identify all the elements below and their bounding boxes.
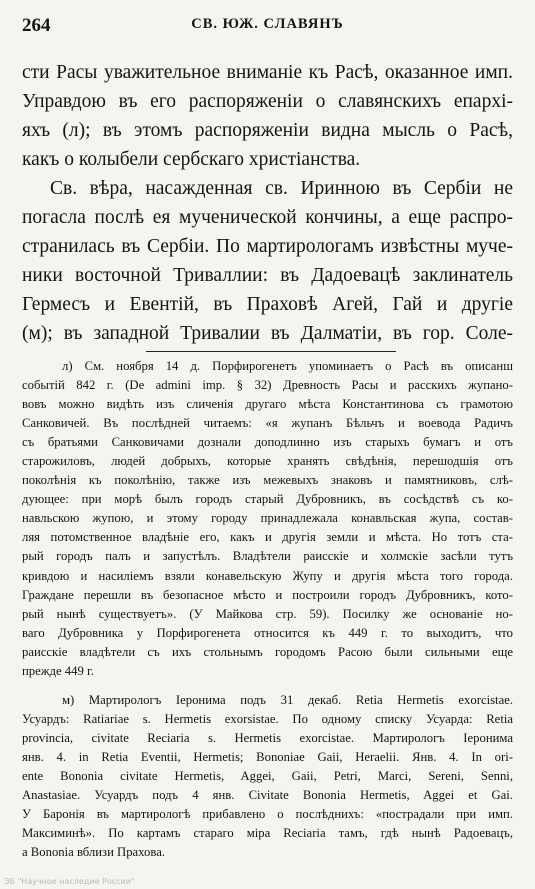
footnote-line: дующее: при морѣ былъ городъ старый Дубровникъ, въ сосѣдствѣ съ ко- <box>22 492 513 507</box>
body-line: яхъ (л); въ этомъ распоряженіи видна мысль о Расѣ, <box>22 120 513 141</box>
footnote-line: событій 842 г. (De admini imp. § 32) Древность Расы и расскихъ жупано- <box>22 378 513 393</box>
footnote-line: Максиминѣ». По картамъ стараго міра Reciaria тамъ, гдѣ нынѣ Радоевацъ, <box>22 826 513 841</box>
footnote-line: Граждане перешли въ безопасное мѣсто и построили городъ Дубровникъ, кото- <box>22 587 513 602</box>
footnote-gap <box>22 681 513 691</box>
watermark: ЭБ "Научное наследие России" <box>4 877 135 886</box>
footnote-line: рый нынѣ существуетъ». (У Майкова стр. 59). Посилку же основаніе но- <box>22 606 513 621</box>
footnote-line: ляя потомственное владѣніе его, какъ и другія земли и мѣста. Но тотъ ста- <box>22 530 513 545</box>
body-line: погасла послѣ ея мученической кончины, а еще распро- <box>22 207 513 228</box>
body-line: ники восточной Триваллии: въ Дадоевацѣ заклинатель <box>22 265 513 286</box>
footnote-line: provincia, civitate Reciaria s. Hermetis exorcistae. Мартирологъ Іеронима <box>22 730 513 745</box>
footnote-line: навльскою жупою, и этому городу принадлежала конавльская жупа, состав- <box>22 511 513 526</box>
footnote-line: старожиловъ, людей добрыхъ, которые хранять свѣдѣнія, перешодшія отъ <box>22 454 513 469</box>
footnote-line: а Bononia вблизи Прахова. <box>22 845 165 860</box>
body-line: какъ о колыбели сербскаго христіанства. <box>22 149 361 170</box>
footnote-line: съ братьями Санковичами дознали доподлинно изъ старыхъ бумагъ и отъ <box>22 435 513 450</box>
page-number: 264 <box>22 15 51 36</box>
footnote-line: раисскіе владѣтели съ ихъ стольнымъ городомъ Расою были сильными еще <box>22 644 513 659</box>
footnote-line: ente Bononia civitate Hermetis, Aggei, Gaii, Petri, Marci, Sereni, Senni, <box>22 768 513 783</box>
footnote-line: Санковичей. Въ послѣдней читаемъ: «я жупанъ Бѣльчъ и воевода Радичъ <box>22 416 513 431</box>
footnote-line: л) См. ноября 14 д. Порфирогенетъ упоминаетъ о Расѣ въ описанш <box>62 359 513 373</box>
footnote-line: м) Мартирологъ Іеронима подъ 31 декаб. Retia Hermetis exorcistae. <box>62 692 513 707</box>
page-header <box>22 15 513 37</box>
footnote-separator <box>146 351 396 352</box>
main-text <box>22 58 513 348</box>
body-line: Управдою въ его распоряженіи о славянскихъ епархі- <box>22 91 513 112</box>
footnote-line: вовъ можно видѣть изъ сличенія другаго мѣста Константинова съ грамотою <box>22 397 513 412</box>
body-line: Св. вѣра, насажденная св. Иринною въ Сербіи не <box>50 178 513 199</box>
body-line: Гермесъ и Евентій, въ Праховѣ Агей, Гай и другіе <box>22 294 513 315</box>
footnote-line: рый городъ палъ и запустѣлъ. Владѣтели раисскіе и холмскіе засѣли тутъ <box>22 549 513 564</box>
footnote-line: Anastasiae. Усуардъ подъ 4 янв. Civitate Bononia Hermetis, Aggei et Gai. <box>22 788 513 803</box>
footnote-line: ваго Дубровника у Порфирогенета относится къ 449 г. то выходитъ, что <box>22 625 513 640</box>
footnote-line: янв. 4. in Retia Eventii, Hermetis; Bononiae Gaii, Heraelii. Янв. 4. In ori- <box>22 749 513 764</box>
footnote-line: поколѣнія къ поколѣнію, также изъ межевыхъ знаковъ и памятниковъ, слѣ- <box>22 473 513 488</box>
body-line: сти Расы уважительное вниманіе къ Расѣ, оказанное имп. <box>22 62 513 83</box>
footnote-line: кривдою и насиліемъ взяли конавельскую Жупу и другія мѣста того города. <box>22 568 513 583</box>
footnote-line: прежде 449 г. <box>22 663 94 678</box>
body-line: странилась въ Сербіи. По мартирологамъ извѣстны муче- <box>22 236 513 257</box>
footnote-line: У Баронія въ мартирологѣ прибавлено о послѣднихъ: «пострадали при имп. <box>22 807 513 822</box>
body-line: (м); въ западной Тривалии въ Далматіи, въ гор. Соле- <box>22 323 513 344</box>
footnotes <box>22 357 513 862</box>
running-title: СВ. ЮЖ. СЛАВЯНЪ <box>191 16 344 32</box>
footnote-line: Усуардъ: Ratiariae s. Hermetis exorsistae. По одному списку Усуарда: Retia <box>22 711 513 726</box>
